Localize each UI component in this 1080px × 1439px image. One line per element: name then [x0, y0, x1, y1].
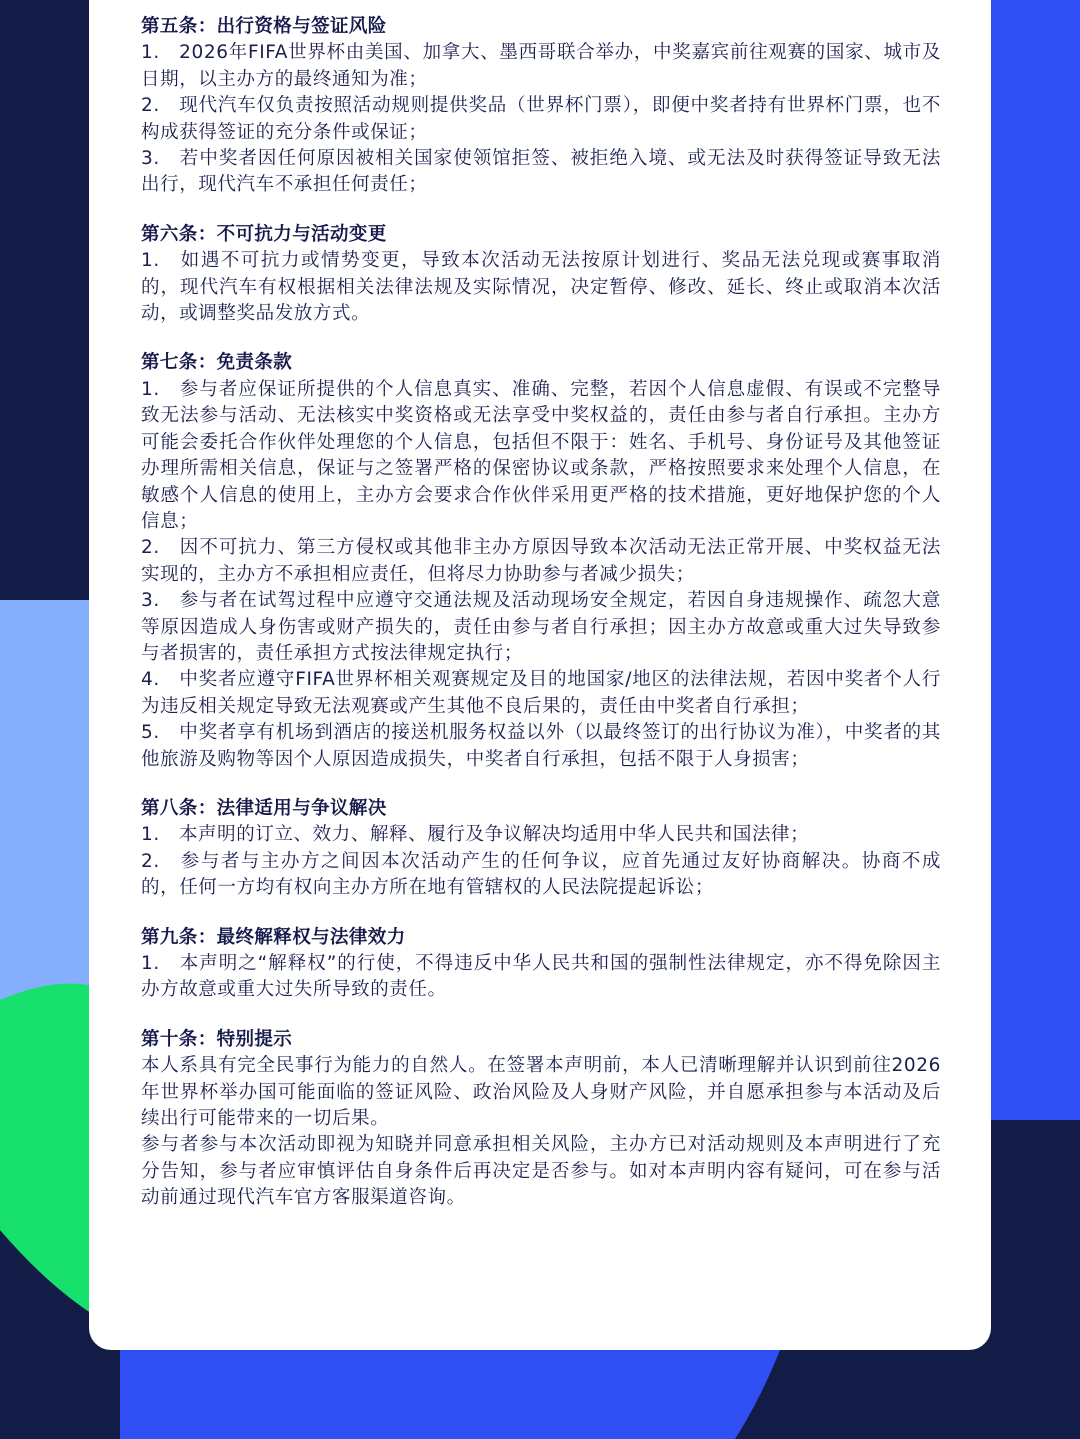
clause-paragraph: 1. 参与者应保证所提供的个人信息真实、准确、完整，若因个人信息虚假、有误或不完整导致无法参与活动、无法核实中奖资格或无法享受中奖权益的，责任由参与者自行承担。主办方可能会委托合作伙伴处理您的个人信息，包括但不限于：姓名、手机号、身份证号及其他签证办理所需相关信息，保证与之签署严格的保密协议或条款，严格按照要求来处理个人信息，在敏感个人信息的使用上，主办方会要求合作伙伴采用更严格的技术措施，更好地保护您的个人信息；	[141, 378, 941, 532]
statement-text-area	[141, 14, 941, 1235]
clause-heading: 第九条：最终解释权与法律效力	[141, 926, 406, 948]
clause-heading: 第十条：特别提示	[141, 1028, 293, 1050]
clause-paragraph: 3. 若中奖者因任何原因被相关国家使领馆拒签、被拒绝入境、或无法及时获得签证导致无法出行，现代汽车不承担任何责任；	[141, 148, 941, 196]
clause-section	[141, 796, 941, 902]
clause-section	[141, 14, 941, 199]
clause-paragraph: 本人系具有完全民事行为能力的自然人。在签署本声明前，本人已清晰理解并认识到前往2026年世界杯举办国可能面临的签证风险、政治风险及人身财产风险，并自愿承担参与本活动及后续出行可能带来的一切后果。	[141, 1055, 941, 1130]
clause-section	[141, 350, 941, 773]
clause-paragraph: 1. 2026年FIFA世界杯由美国、加拿大、墨西哥联合举办，中奖嘉宾前往观赛的国家、城市及日期，以主办方的最终通知为准；	[141, 42, 941, 90]
clause-heading: 第六条：不可抗力与活动变更	[141, 223, 387, 245]
clause-paragraph: 2. 因不可抗力、第三方侵权或其他非主办方原因导致本次活动无法正常开展、中奖权益无法实现的，主办方不承担相应责任，但将尽力协助参与者减少损失；	[141, 537, 941, 585]
clause-paragraph: 2. 参与者与主办方之间因本次活动产生的任何争议，应首先通过友好协商解决。协商不成的，任何一方均有权向主办方所在地有管辖权的人民法院提起诉讼；	[141, 850, 941, 899]
clause-heading: 第七条：免责条款	[141, 352, 293, 374]
clause-section	[141, 222, 941, 328]
clause-paragraph: 1. 本声明的订立、效力、解释、履行及争议解决均适用中华人民共和国法律；	[141, 824, 810, 846]
clause-heading: 第八条：法律适用与争议解决	[141, 797, 387, 819]
clause-section	[141, 1027, 941, 1212]
clause-paragraph: 2. 现代汽车仅负责按照活动规则提供奖品（世界杯门票），即便中奖者持有世界杯门票，也不构成获得签证的充分条件或保证；	[141, 95, 941, 143]
clause-paragraph: 1. 本声明之“解释权”的行使，不得违反中华人民共和国的强制性法律规定，亦不得免除因主办方故意或重大过失所导致的责任。	[141, 953, 941, 1001]
clause-paragraph: 4. 中奖者应遵守FIFA世界杯相关观赛规定及目的地国家/地区的法律法规，若因中奖者个人行为违反相关规定导致无法观赛或产生其他不良后果的，责任由中奖者自行承担；	[141, 669, 941, 717]
clause-paragraph: 5. 中奖者享有机场到酒店的接送机服务权益以外（以最终签订的出行协议为准），中奖者的其他旅游及购物等因个人原因造成损失，中奖者自行承担，包括不限于人身损害；	[141, 722, 941, 770]
clause-section	[141, 925, 941, 1004]
clause-paragraph: 3. 参与者在试驾过程中应遵守交通法规及活动现场安全规定，若因自身违规操作、疏忽大意等原因造成人身伤害或财产损失的，责任由参与者自行承担；因主办方故意或重大过失导致参与者损害的，责任承担方式按法律规定执行；	[141, 590, 941, 664]
clause-paragraph: 参与者参与本次活动即视为知晓并同意承担相关风险，主办方已对活动规则及本声明进行了充分告知，参与者应审慎评估自身条件后再决定是否参与。如对本声明内容有疑问，可在参与活动前通过现代汽车官方客服渠道咨询。	[141, 1134, 941, 1209]
clause-heading: 第五条：出行资格与签证风险	[141, 16, 387, 37]
clause-paragraph: 1. 如遇不可抗力或情势变更，导致本次活动无法按原计划进行、奖品无法兑现或赛事取消的，现代汽车有权根据相关法律法规及实际情况，决定暂停、修改、延长、终止或取消本次活动，或调整奖品发放方式。	[141, 250, 941, 325]
